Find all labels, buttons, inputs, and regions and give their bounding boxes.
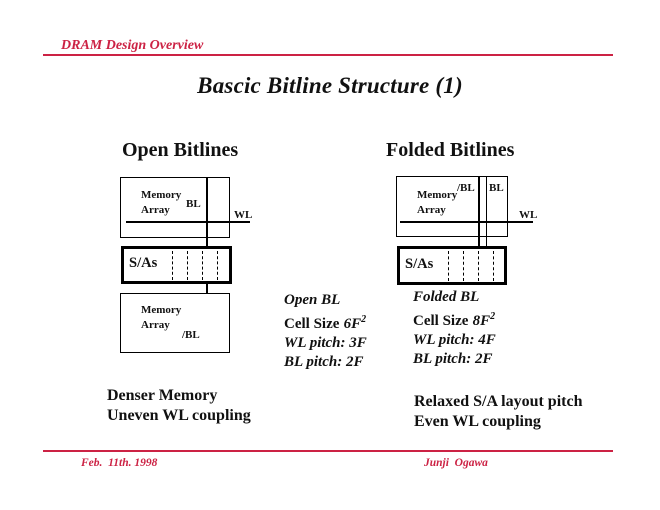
- folded-memory-array-label: Memory Array: [417, 189, 458, 216]
- footer-date: Feb. 11th. 1998: [81, 457, 158, 469]
- open-bl-label: BL: [186, 198, 201, 210]
- sense-amp-dashed-line: [493, 251, 494, 281]
- open-sense-amp-label: S/As: [129, 255, 158, 271]
- folded-bl-cell-size: Cell Size $8F^2$: [413, 311, 496, 329]
- header-rule: [43, 54, 613, 56]
- sense-amp-dashed-line: [217, 251, 218, 280]
- note-line: Denser Memory: [107, 387, 218, 404]
- open-bl-wl-pitch: WL pitch: 3F: [284, 335, 367, 351]
- sense-amp-dashed-line: [448, 251, 449, 281]
- note-line: Even WL coupling: [414, 412, 541, 430]
- open-bl-specs: [284, 291, 367, 372]
- sense-amp-dashed-line: [172, 251, 173, 280]
- open-wordline-line: [126, 221, 250, 223]
- folded-bl-label: BL: [489, 182, 504, 194]
- folded-wordline-line: [400, 221, 533, 223]
- folded-blb-label: /BL: [457, 182, 475, 194]
- open-bitlines-heading: Open Bitlines: [122, 139, 239, 161]
- folded-bl-bl-pitch: BL pitch: 2F: [413, 351, 493, 367]
- sense-amp-dashed-line: [202, 251, 203, 280]
- folded-bl-notes: [414, 392, 582, 431]
- folded-blb-line: [478, 176, 480, 247]
- sense-amp-dashed-line: [187, 251, 188, 280]
- open-bl-cell-size: Cell Size $6F^2$: [284, 314, 367, 332]
- open-wl-label: WL: [234, 209, 253, 221]
- header-title: DRAM Design Overview: [61, 38, 204, 53]
- sense-amp-dashed-line: [478, 251, 479, 281]
- folded-sense-amp-label: S/As: [405, 256, 434, 272]
- open-bl-bl-pitch: BL pitch: 2F: [284, 354, 364, 370]
- folded-wl-label: WL: [519, 209, 538, 221]
- folded-bl-wl-pitch: WL pitch: 4F: [413, 332, 496, 348]
- folded-bl-specs: [413, 288, 496, 369]
- folded-bl-specs-title: Folded BL: [413, 289, 480, 305]
- footer-author: Junji Ogawa: [424, 457, 488, 469]
- open-bl-notes: [107, 386, 251, 425]
- folded-bl-line: [486, 176, 488, 247]
- open-bl-specs-title: Open BL: [284, 292, 341, 308]
- open-blb-label: /BL: [182, 329, 200, 341]
- sense-amp-dashed-line: [463, 251, 464, 281]
- open-bottom-memory-array-label: Memory Array: [141, 304, 182, 331]
- page-title: Bascic Bitline Structure (1): [197, 73, 463, 98]
- note-line: Uneven WL coupling: [107, 406, 251, 424]
- footer-rule: [43, 450, 613, 452]
- note-line: Relaxed S/A layout pitch: [414, 393, 583, 410]
- open-top-memory-array-label: Memory Array: [141, 189, 182, 216]
- folded-bitlines-heading: Folded Bitlines: [386, 139, 515, 161]
